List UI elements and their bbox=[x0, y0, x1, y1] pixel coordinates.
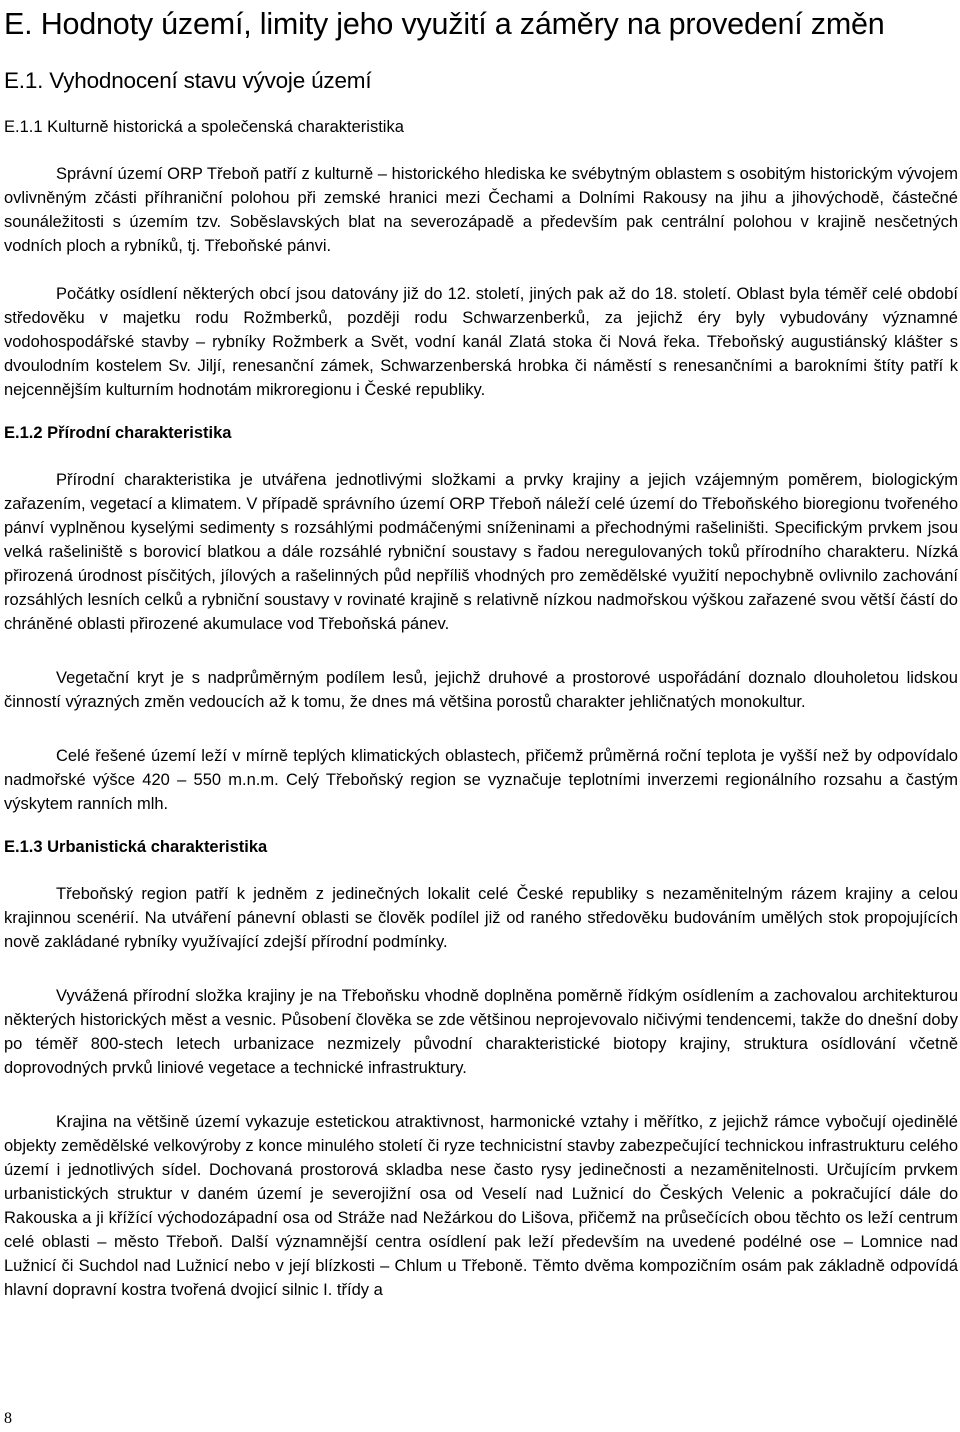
paragraph-natural-3: Celé řešené území leží v mírně teplých klimatických oblastech, přičemž průměrná roční teplota je vyšší než by odpovídalo nadmořské výšce 420 – 550 m.n.m. Celý Třeboňský region se vyznačuje teplotními inverzemi regionálního rozsahu a častým výskytem ranních mlh. bbox=[4, 747, 958, 813]
page-number: 8 bbox=[4, 1410, 12, 1427]
paragraph-natural-1: Přírodní charakteristika je utvářena jednotlivými složkami a prvky krajiny a jejich vzájemným poměrem, biologickým zařazením, vegetací a klimatem. V případě správního území ORP Třeboň náleží celé území do Třeboňského bioregionu tvořeného pánví vyplněnou kyselými sedimenty s rozsáhlými podmáčenými sníženinami a přechodnými rašeliništi. Specifickým prvkem jsou velká rašeliniště s borovicí blatkou a dále rozsáhlé rybniční soustavy s řadou neregulovaných toků přírodního charakteru. Nízká přirozená úrodnost písčitých, jílových a rašelinných půd nepříliš vhodných pro zemědělské využití nepochybně ovlivnilo zachování rozsáhlých lesních celků a rybniční soustavy v rovinaté krajině s relativně nízkou nadmořskou výškou zařazené svou větší částí do chráněné oblasti přirozené akumulace vod Třeboňská pánev. bbox=[4, 471, 958, 633]
paragraph-urban-2: Vyvážená přírodní složka krajiny je na Třeboňsku vhodně doplněna poměrně řídkým osídlením a zachovalou architekturou některých historických měst a vesnic. Působení člověka se zde většinou neprojevovalo ničivými tendencemi, takže do dnešní doby po téměř 800-stech letech urbanizace nezmizely původní charakteristické biotopy krajiny, struktura osídlování včetně doprovodných prvků liniové vegetace a technické infrastruktury. bbox=[4, 987, 958, 1077]
section-title: E.1. Vyhodnocení stavu vývoje území bbox=[4, 68, 372, 93]
document-page bbox=[4, 0, 958, 1302]
paragraph-urban-1: Třeboňský region patří k jedněm z jedinečných lokalit celé České republiky s nezaměnitelným rázem krajiny a celou krajinnou scenérií. Na utváření pánevní oblasti se člověk podílel již od raného středověku budováním umělých stok propojujících nově zakládané rybníky využívající zdejší přírodní podmínky. bbox=[4, 885, 958, 951]
subsection-heading-urban: E.1.3 Urbanistická charakteristika bbox=[4, 838, 268, 856]
paragraph-urban-3: Krajina na většině území vykazuje estetickou atraktivnost, harmonické vztahy i měřítko, z jejichž rámce vybočují ojedinělé objekty zemědělské velkovýroby z konce minulého století či ryze technicistní stavby zabezpečující technickou infrastrukturu celého území i jednotlivých sídel. Dochovaná prostorová skladba nese často rysy jedinečnosti a nezaměnitelnosti. Určujícím prvkem urbanistických struktur v daném území je severojižní osa od Veselí nad Lužnicí do Českých Velenic a pokračující dále do Rakouska a ji křížící východozápadní osa od Stráže nad Nežárkou do Lišova, přičemž na průsečících obou těchto os leží centrum celé oblasti – město Třeboň. Další významnější centra osídlení pak leží především na uvedené podélné ose – Lomnice nad Lužnicí či Suchdol nad Lužnicí nebo v její blízkosti – Chlum u Třeboně. Těmto dvěma kompozičním osám pak základně odpovídá hlavní dopravní kostra tvořená dvojicí silnic I. třídy a bbox=[4, 1113, 958, 1299]
chapter-title: E. Hodnoty území, limity jeho využití a záměry na provedení změn bbox=[4, 7, 885, 41]
paragraph-cultural-2: Počátky osídlení některých obcí jsou datovány již do 12. století, jiných pak až do 18. století. Oblast byla téměř celé období středověku v majetku rodu Rožmberků, později rodu Schwarzenberků, za jejichž éry byly vybudovány významné vodohospodářské stavby – rybníky Rožmberk a Svět, vodní kanál Zlatá stoka či Nová řeka. Třeboňský augustiánský klášter s dvoulodním kostelem Sv. Jiljí, renesanční zámek, Schwarzenberská hrobka či náměstí s renesančními a barokními štíty patří k nejcennějším kulturním hodnotám mikroregionu i České republiky. bbox=[4, 285, 958, 399]
paragraph-cultural-1: Správní území ORP Třeboň patří z kulturně – historického hlediska ke svébytným oblastem s osobitým historickým vývojem ovlivněným zčásti příhraniční polohou při zemské hranici mezi Čechami a Dolními Rakousy na jihu a jihovýchodě, částečné sounáležitosti s územím tzv. Soběslavských blat na severozápadě a především pak centrální polohou v krajině nesčetných vodních ploch a rybníků, tj. Třeboňské pánvi. bbox=[4, 165, 958, 255]
paragraph-natural-2: Vegetační kryt je s nadprůměrným podílem lesů, jejichž druhové a prostorové uspořádání doznalo dlouholetou lidskou činností výrazných změn vedoucích až k tomu, že dnes má většina porostů charakter jehličnatých monokultur. bbox=[4, 669, 958, 711]
subsection-heading-natural: E.1.2 Přírodní charakteristika bbox=[4, 424, 232, 442]
subsection-heading-cultural: E.1.1 Kulturně historická a společenská charakteristika bbox=[4, 118, 404, 136]
